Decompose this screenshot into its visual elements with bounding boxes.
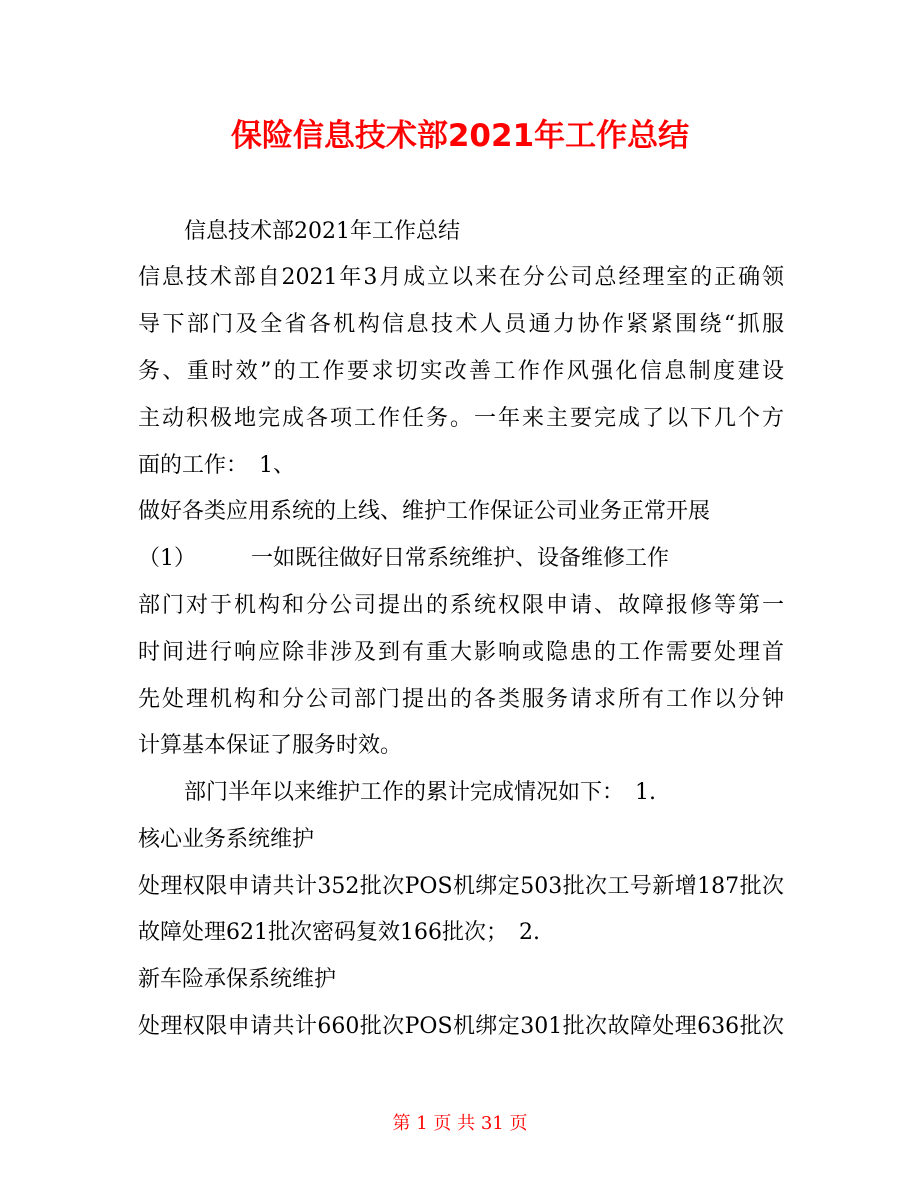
paragraph-line: 时间进行响应除非涉及到有重大影响或隐患的工作需要处理首 [138,640,784,665]
list-item-heading: 新车险承保系统维护 [138,967,337,992]
paragraph-line: 部门半年以来维护工作的累计完成情况如下： 1. [184,780,656,805]
paragraph-line: 信息技术部自2021年3月成立以来在分公司总经理室的正确领 [138,265,784,290]
paragraph-line: 导下部门及全省各机构信息技术人员通力协作紧紧围绕“抓服 [138,312,784,337]
section-heading: 做好各类应用系统的上线、维护工作保证公司业务正常开展 [138,499,711,524]
list-item-heading: 核心业务系统维护 [138,827,315,852]
paragraph-line: 面的工作： 1、 [138,453,295,478]
paragraph-line: 处理权限申请共计352批次POS机绑定503批次工号新增187批次 [138,874,784,899]
document-title: 保险信息技术部2021年工作总结 [230,118,690,154]
paragraph-line: 主动积极地完成各项工作任务。一年来主要完成了以下几个方 [138,406,784,431]
page-number: 第 1 页 共 31 页 [392,1113,528,1134]
paragraph-line: 故障处理621批次密码复效166批次； 2. [138,920,540,945]
paragraph-line: 处理权限申请共计660批次POS机绑定301批次故障处理636批次 [138,1014,784,1039]
paragraph-line: 先处理机构和分公司部门提出的各类服务请求所有工作以分钟 [138,687,784,712]
paragraph-line: 部门对于机构和分公司提出的系统权限申请、故障报修等第一 [138,593,784,618]
paragraph-line: 计算基本保证了服务时效。 [138,733,403,758]
subheading: 信息技术部2021年工作总结 [184,219,460,244]
paragraph-line: 务、重时效”的工作要求切实改善工作作风强化信息制度建设 [138,359,784,384]
subsection-heading: （1） 一如既往做好日常系统维护、设备维修工作 [138,546,669,571]
